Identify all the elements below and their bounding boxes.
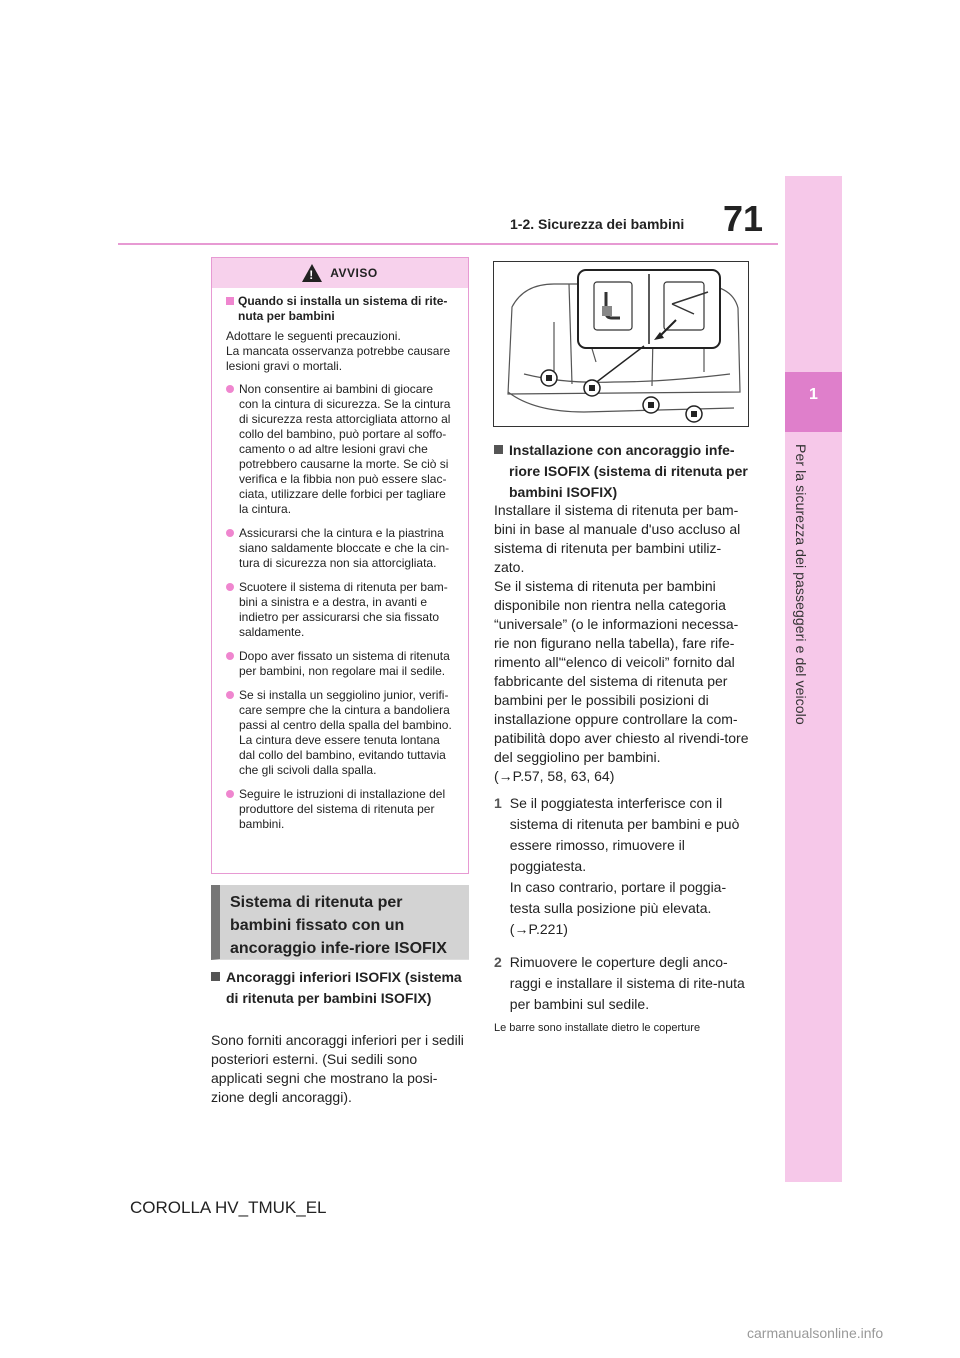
warning-header [212, 258, 468, 288]
step-number: 2 [494, 954, 502, 970]
step-text: Rimuovere le coperture degli anco-raggi e installare il sistema di rite-nuta per bambini sul sedile. [509, 954, 745, 1012]
chapter-title: Per la sicurezza dei passeggeri e del veicolo [793, 444, 809, 725]
watermark: carmanualsonline.info [747, 1325, 884, 1341]
step-1 [494, 793, 750, 940]
warning-item: Non consentire ai bambini di giocare con la cintura di sicurezza. Se la cintura di sicurezza resta attorcigliata attorno al collo del bambino, può portare al soffo-camento o ad altre lesioni gravi che potrebbero causarne la morte. Se ciò si verifica e la fibbia non può essere slac-ciata, utilizzare delle forbici per tagliare la cintura. [226, 382, 454, 517]
warning-item: Scuotere il sistema di ritenuta per bam-bini a sinistra e a destra, in avanti e indietro per assicurarsi che sia fissato saldamente. [226, 580, 454, 640]
step-text: Se il poggiatesta interferisce con il sistema di ritenuta per bambini e può essere rimosso, rimuovere il poggiatesta. In caso contrario, portare il poggia-testa sulla posizione più elevata. (→P.221) [509, 795, 740, 937]
install-subheading: Installazione con ancoraggio infe-riore ISOFIX (sistema di ritenuta per bambini ISOFIX) [494, 440, 750, 503]
rear-seat-illustration [494, 262, 749, 427]
header-rule [118, 243, 778, 245]
anchors-text: Sono forniti ancoraggi inferiori per i sedili posteriori esterni. (Sui sedili sono applicati segni che mostrano la posi-zione degli ancoraggi). [211, 1032, 464, 1105]
circle-bullet-icon [226, 790, 234, 798]
warning-intro: Adottare le seguenti precauzioni. La mancata osservanza potrebbe causare lesioni gravi o mortali. [226, 329, 451, 373]
warning-title: AVVISO [330, 266, 378, 280]
model-code: COROLLA HV_TMUK_EL [130, 1198, 327, 1217]
square-bullet-icon [494, 445, 503, 454]
chapter-number: 1 [809, 386, 818, 403]
anchors-subheading: Ancoraggi inferiori ISOFIX (sistema di ritenuta per bambini ISOFIX) [211, 967, 469, 1009]
isofix-anchor-illustration [493, 261, 749, 427]
circle-bullet-icon [226, 652, 234, 660]
warning-item: Assicurarsi che la cintura e la piastrina siano saldamente bloccate e che la cin-tura di sicurezza non sia attorcigliata. [226, 526, 454, 571]
warning-item: Dopo aver fissato un sistema di ritenuta per bambini, non regolare mai il sedile. [226, 649, 454, 679]
warning-body [212, 288, 468, 832]
warning-item: Seguire le istruzioni di installazione del produttore del sistema di ritenuta per bambini. [226, 787, 454, 832]
note-text: Le barre sono installate dietro le coperture [494, 1022, 701, 1034]
section-title: 1-2. Sicurezza dei bambini [510, 216, 685, 232]
warning-subheading: Quando si installa un sistema di rite-nuta per bambini [226, 294, 454, 324]
circle-bullet-icon [226, 529, 234, 537]
isofix-section-heading: Sistema di ritenuta per bambini fissato con un ancoraggio infe-riore ISOFIX [211, 885, 469, 960]
step-2 [494, 952, 750, 1015]
square-bullet-icon [211, 972, 220, 981]
step-number: 1 [494, 795, 502, 811]
circle-bullet-icon [226, 583, 234, 591]
install-text: Installare il sistema di ritenuta per bam-bini in base al manuale d'uso accluso al sistema di ritenuta per bambini utiliz-zato. Se il sistema di ritenuta per bambini disponibile non rientra nella categoria “universale” (o le informazioni necessa-rie non figurano nella tabella), fare rife-rimento all'“elenco di veicoli” fornito dal fabbricante del sistema di ritenuta per bambini per le possibili posizioni di installazione oppure controllare la com-patibilità dopo aver chiesto al rivendi-tore del seggiolino per bambini. (→P.57, 58, 63, 64) [494, 502, 749, 784]
circle-bullet-icon [226, 691, 234, 699]
warning-triangle-icon [302, 264, 322, 282]
circle-bullet-icon [226, 385, 234, 393]
page-number: 71 [723, 198, 764, 239]
square-bullet-icon [226, 297, 234, 305]
warning-box [211, 257, 469, 874]
warning-item: Se si installa un seggiolino junior, verifi-care sempre che la cintura a bandoliera passi al centro della spalla del bambino. La cintura deve essere tenuta lontana dal collo del bambino, evitando tuttavia che gli scivoli dalla spalla. [226, 688, 454, 778]
